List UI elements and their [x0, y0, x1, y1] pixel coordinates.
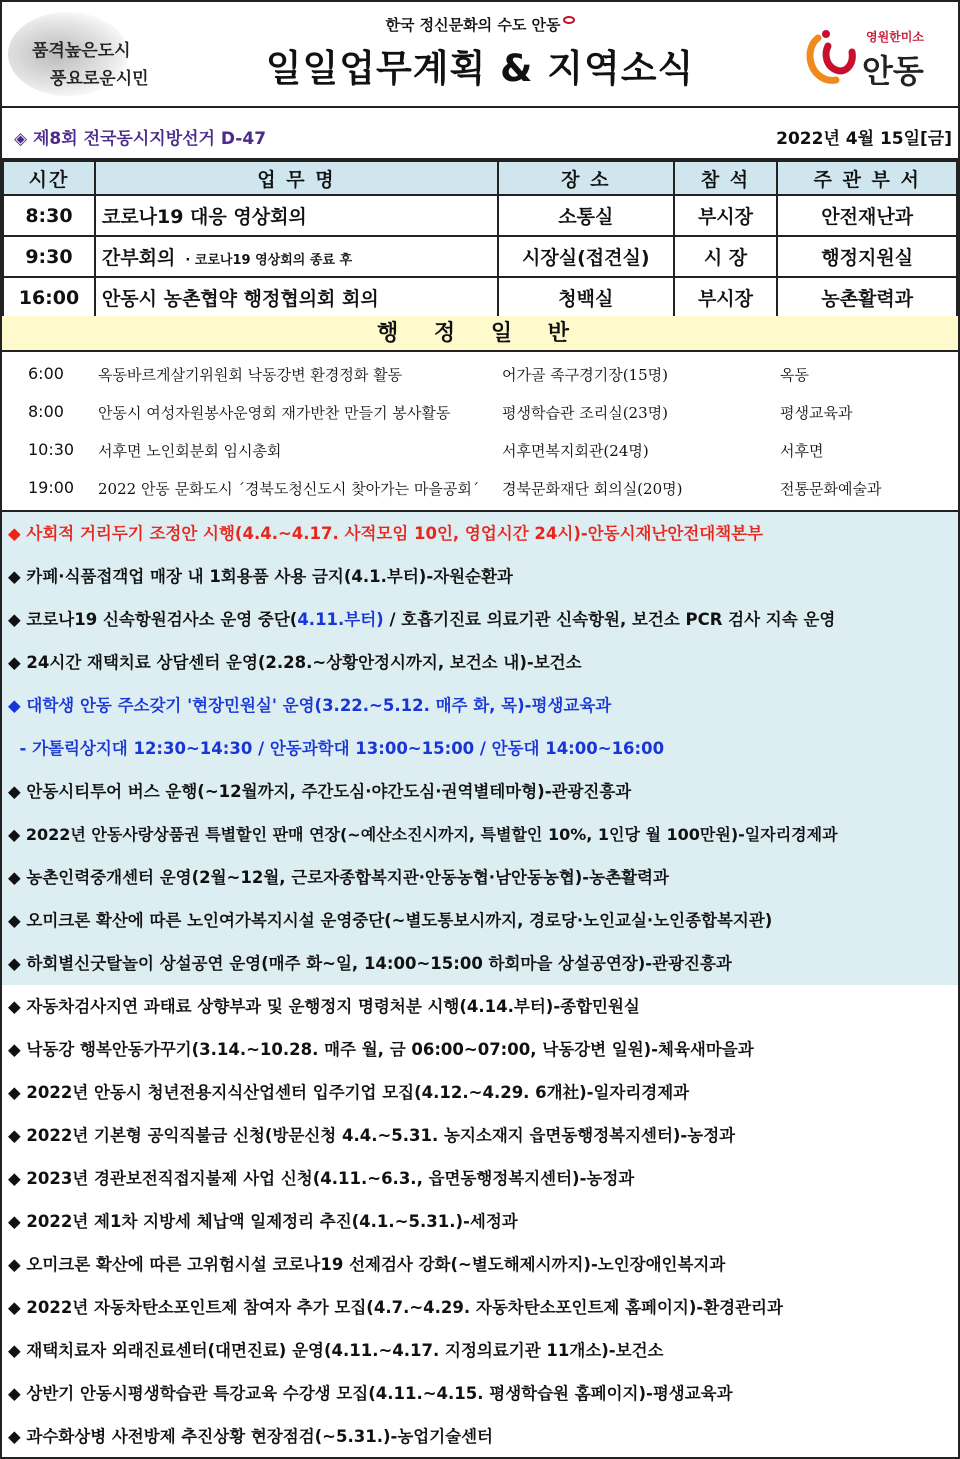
admin-work: 안동시 여성자원봉사운영회 재가반찬 만들기 봉사활동	[98, 404, 451, 422]
row-attendee: 부시장	[674, 195, 778, 236]
notice-item	[2, 598, 958, 641]
schedule-header-row	[3, 161, 957, 195]
admin-place: 어가골 족구경기장(15명)	[502, 366, 668, 384]
row-place: 시장실(접견실)	[498, 236, 674, 277]
row-attendee: 시 장	[674, 236, 778, 277]
row-task	[95, 277, 498, 318]
andong-logo-icon	[804, 26, 858, 86]
notice-item: ◆ 2022년 자동차탄소포인트제 참여자 추가 모집(4.7.~4.29. 자동차탄소포인트제 홈페이지)-환경관리과	[8, 1298, 783, 1317]
notice-item: ◆ 오미크론 확산에 따른 고위험시설 코로나19 선제검사 강화(~별도해제시까지)-노인장애인복지과	[8, 1255, 726, 1274]
notice-item: ◆ 대학생 안동 주소갖기 '현장민원실' 운영(3.22.~5.12. 매주 화, 목)-평생교육과	[2, 684, 958, 727]
col-header-dept: 주 관 부 서	[777, 161, 957, 195]
row-task-text: 안동시 농촌협약 행정협의회 회의	[101, 288, 379, 310]
admin-time: 19:00	[28, 478, 75, 497]
notice-list	[2, 512, 958, 1458]
table-row	[3, 236, 957, 277]
col-header-place: 장 소	[498, 161, 674, 195]
row-task-text: 코로나19 대응 영상회의	[101, 206, 307, 228]
list-item	[2, 392, 958, 430]
admin-dept: 전통문화예술과	[780, 480, 882, 498]
row-dept: 농촌활력과	[777, 277, 957, 318]
notice-item: ◆ 2022년 제1차 지방세 체납액 일제정리 추진(4.1.~5.31.)-세정과	[8, 1212, 518, 1231]
admin-dept: 옥동	[780, 366, 809, 384]
notice-highlight: 4.11.부터)	[297, 610, 384, 629]
admin-time: 6:00	[28, 364, 64, 383]
row-place: 소통실	[498, 195, 674, 236]
brand-tag: 영원한미소	[866, 30, 924, 44]
notice-item: ◆ 24시간 재택치료 상담센터 운영(2.28.~상황안정시까지, 보건소 내)-보건소	[2, 641, 958, 684]
admin-work: 옥동바르게살기위원회 낙동강변 환경정화 활동	[98, 366, 403, 384]
col-header-attendee: 참 석	[674, 161, 778, 195]
notice-item: ◆ 카페·식품접객업 매장 내 1회용품 사용 금지(4.1.부터)-자원순환과	[2, 555, 958, 598]
list-item	[2, 430, 958, 468]
header	[2, 2, 958, 108]
election-countdown: ◈ 제8회 전국동시지방선거 D-47	[14, 129, 267, 149]
notice-item: ◆ 과수화상병 사전방제 추진상황 현장점검(~5.31.)-농업기술센터	[8, 1427, 493, 1446]
list-item	[2, 354, 958, 392]
admin-list	[2, 352, 958, 512]
row-dept: 행정지원실	[777, 236, 957, 277]
smile-icon	[563, 16, 575, 24]
admin-time: 10:30	[28, 440, 75, 459]
row-time: 16:00	[3, 277, 95, 318]
notice-text: ◆ 코로나19 신속항원검사소 운영 중단(	[8, 610, 298, 629]
table-row	[3, 277, 957, 318]
admin-dept: 서후면	[780, 442, 824, 460]
brand-logo	[804, 20, 944, 92]
row-time: 9:30	[3, 236, 95, 277]
row-place: 청백실	[498, 277, 674, 318]
supertitle-text: 한국 정신문화의 수도 안동	[385, 16, 561, 34]
schedule-table	[2, 160, 958, 319]
row-task-text: 간부회의	[101, 247, 176, 269]
notice-item: ◆ 2022년 안동사랑상품권 특별할인 판매 연장(~예산소진시까지, 특별할인 10%, 1인당 월 100만원)-일자리경제과	[2, 813, 958, 856]
col-header-task: 업 무 명	[95, 161, 498, 195]
election-bar	[2, 112, 958, 160]
notice-item: ◆ 2022년 기본형 공익직불금 신청(방문신청 4.4.~5.31. 농지소재지 읍면동행정복지센터)-농정과	[8, 1126, 736, 1145]
report-date: 2022년 4월 15일[금]	[776, 129, 952, 149]
notice-item: ◆ 사회적 거리두기 조정안 시행(4.4.~4.17. 사적모임 10인, 영업시간 24시)-안동시재난안전대책본부	[2, 512, 958, 555]
notice-item: ◆ 2022년 안동시 청년전용지식산업센터 입주기업 모집(4.12.~4.29. 6개社)-일자리경제과	[8, 1083, 690, 1102]
admin-dept: 평생교육과	[780, 404, 853, 422]
slogan-line-1: 품격높은도시	[32, 41, 131, 61]
row-dept: 안전재난과	[777, 195, 957, 236]
notice-item: ◆ 농촌인력중개센터 운영(2월~12월, 근로자종합복지관·안동농협·남안동농협)-농촌활력과	[2, 856, 958, 899]
col-header-time: 시간	[3, 161, 95, 195]
admin-work: 2022 안동 문화도시 ´경북도청신도시 찾아가는 마을공회´	[98, 480, 480, 498]
admin-section-heading: 행 정 일 반	[2, 316, 958, 352]
row-task	[95, 195, 498, 236]
admin-place: 서후면복지회관(24명)	[502, 442, 649, 460]
notice-item: ◆ 안동시티투어 버스 운행(~12월까지, 주간도심·야간도심·권역별테마형)-관광진흥과	[2, 770, 958, 813]
admin-time: 8:00	[28, 402, 64, 421]
brand-name: 안동	[862, 52, 924, 90]
admin-place: 평생학습관 조리실(23명)	[502, 404, 668, 422]
notice-item: ◆ 오미크론 확산에 따른 노인여가복지시설 운영중단(~별도통보시까지, 경로당·노인교실·노인종합복지관)	[2, 899, 958, 942]
notice-item: ◆ 낙동강 행복안동가꾸기(3.14.~10.28. 매주 월, 금 06:00~07:00, 낙동강변 일원)-체육새마을과	[8, 1040, 754, 1059]
admin-place: 경북문화재단 회의실(20명)	[502, 480, 683, 498]
notice-item: ◆ 2023년 경관보전직접지불제 사업 신청(4.11.~6.3., 읍면동행정복지센터)-농정과	[8, 1169, 635, 1188]
table-row	[3, 195, 957, 236]
row-task	[95, 236, 498, 277]
notice-text: / 호흡기진료 의료기관 신속항원, 보건소 PCR 검사 지속 운영	[383, 610, 836, 629]
row-time: 8:30	[3, 195, 95, 236]
notice-item: ◆ 재택치료자 외래진료센터(대면진료) 운영(4.11.~4.17. 지정의료기관 11개소)-보건소	[8, 1341, 664, 1360]
notice-item: ◆ 자동차검사지연 과태료 상향부과 및 운행정지 명령처분 시행(4.14.부터)-종합민원실	[8, 997, 640, 1016]
notice-item: ◆ 상반기 안동시평생학습관 특강교육 수강생 모집(4.11.~4.15. 평생학습원 홈페이지)-평생교육과	[8, 1384, 733, 1403]
slogan-line-2: 풍요로운시민	[50, 69, 149, 89]
notice-subitem: - 가톨릭상지대 12:30~14:30 / 안동과학대 13:00~15:00 / 안동대 14:00~16:00	[2, 727, 958, 770]
notice-item: ◆ 하회별신굿탈놀이 상설공연 운영(매주 화~일, 14:00~15:00 하회마을 상설공연장)-관광진흥과	[2, 942, 958, 985]
row-attendee: 부시장	[674, 277, 778, 318]
list-item	[2, 468, 958, 506]
row-task-note: · 코로나19 영상회의 종료 후	[185, 253, 353, 268]
page-title: 일일업무계획 & 지역소식	[265, 47, 695, 90]
admin-work: 서후면 노인회분회 임시총회	[98, 442, 282, 460]
